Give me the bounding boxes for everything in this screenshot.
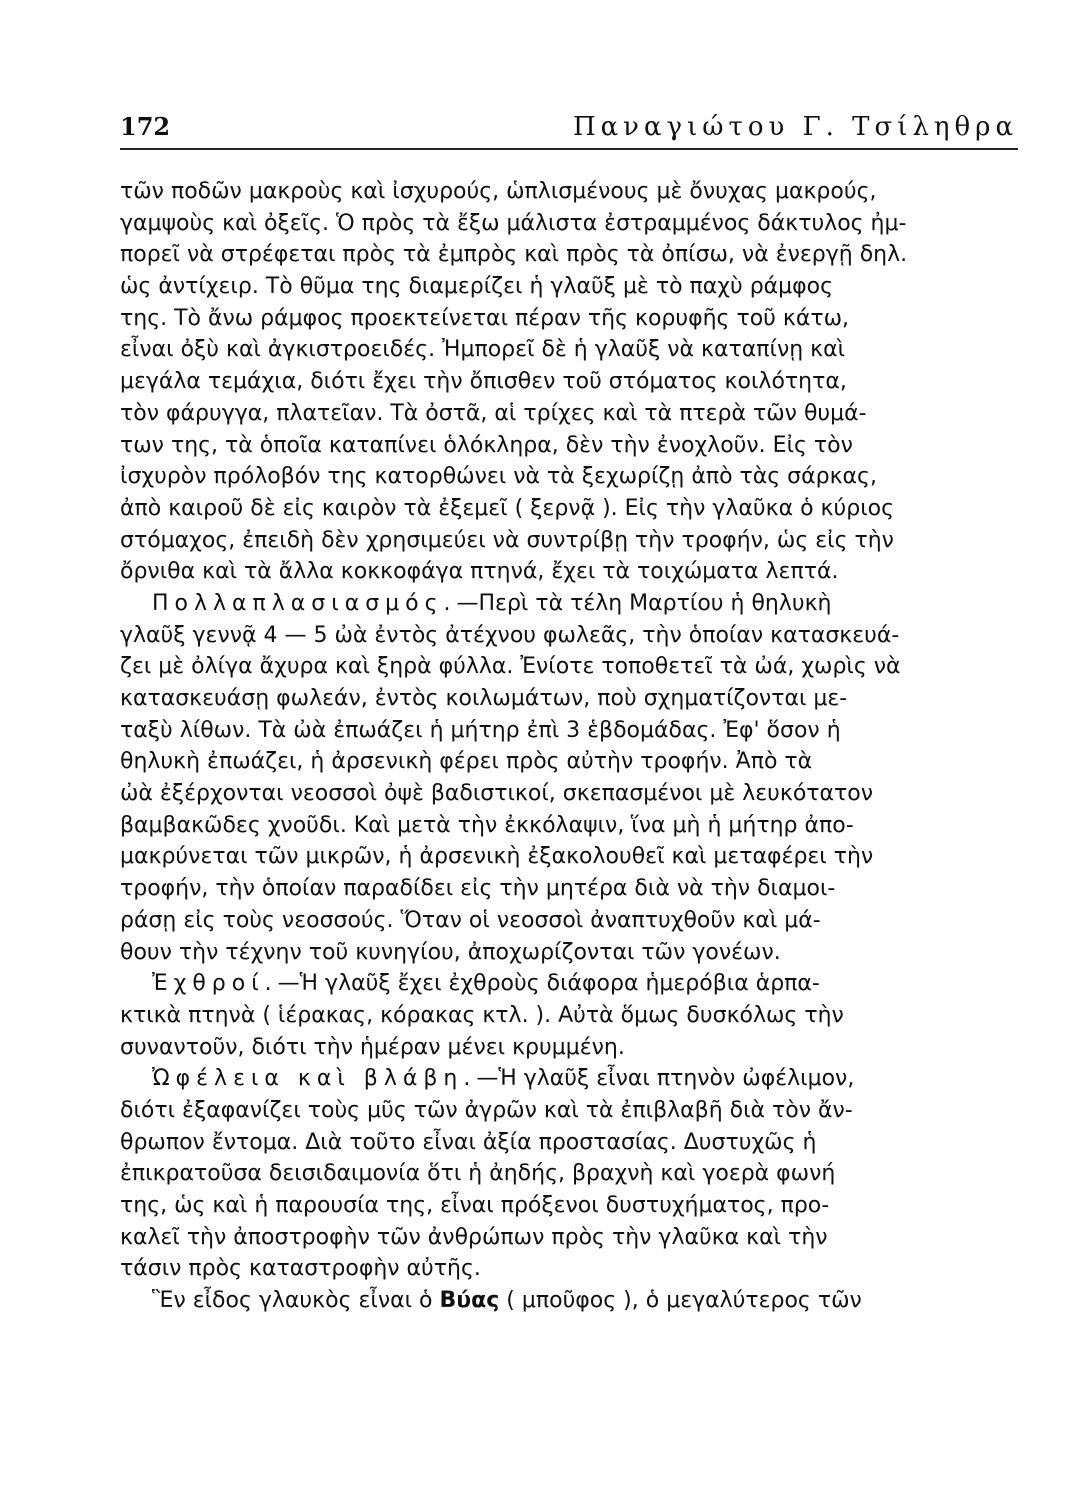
text-line: συναντοῦν, διότι τὴν ἡμέραν μένει κρυμμένη. — [120, 1034, 625, 1060]
running-head: Παναγιώτου Γ. Τσίληθρα — [572, 112, 1018, 142]
text-line: στόμαχος, ἐπειδὴ δὲν χρησιμεύει νὰ συντρίβῃ τὴν τροφήν, ὡς εἰς τὴν — [120, 527, 894, 553]
species-name: Βύας — [439, 1288, 500, 1314]
text-line: μεγάλα τεμάχια, διότι ἔχει τὴν ὄπισθεν τοῦ στόματος κοιλότητα, — [120, 369, 847, 395]
text-line: γαμψοὺς καὶ ὀξεῖς. Ὁ πρὸς τὰ ἔξω μάλιστα ἐστραμμένος δάκτυλος ἠμ- — [120, 210, 907, 236]
text-run: ( μποῦφος ), ὁ μεγαλύτερος τῶν — [499, 1288, 862, 1314]
text-line: βαμβακῶδες χνοῦδι. Καὶ μετὰ τὴν ἐκκόλαψιν, ἵνα μὴ ἡ μήτηρ ἀπο- — [120, 812, 854, 838]
text-line: κτικὰ πτηνὰ ( ἱέρακας, κόρακας κτλ. ). Αὐτὰ ὅμως δυσκόλως τὴν — [120, 1002, 844, 1028]
text-line: τροφήν, τὴν ὁποίαν παραδίδει εἰς τὴν μητέρα διὰ νὰ τὴν διαμοι- — [120, 876, 836, 902]
text-run: —Ἡ γλαῦξ εἶναι πτηνὸν ὠφέλιμον, — [476, 1066, 855, 1092]
text-line: τῶν ποδῶν μακροὺς καὶ ἰσχυρούς, ὡπλισμένους μὲ ὄνυχας μακρούς, — [120, 179, 877, 204]
text-line: ἀπὸ καιροῦ δὲ εἰς καιρὸν τὰ ἐξεμεῖ ( ξερνᾷ ). Εἰς τὴν γλαῦκα ὁ κύριος — [120, 495, 895, 521]
text-line: μακρύνεται τῶν μικρῶν, ἡ ἀρσενικὴ ἐξακολουθεῖ καὶ μεταφέρει τὴν — [120, 844, 874, 870]
text-line: εἶναι ὀξὺ καὶ ἀγκιστροειδές. Ἠμπορεῖ δὲ ἡ γλαῦξ νὰ καταπίνῃ καὶ — [120, 337, 846, 363]
text-line: τὸν φάρυγγα, πλατεῖαν. Τὰ ὀστᾶ, αἱ τρίχες καὶ τὰ πτερὰ τῶν θυμά- — [120, 400, 867, 426]
text-line: ράσῃ εἰς τοὺς νεοσσούς. Ὅταν οἱ νεοσσοὶ ἀναπτυχθοῦν καὶ μά- — [120, 907, 821, 933]
text-line: τάσιν πρὸς καταστροφὴν αὐτῆς. — [120, 1256, 481, 1282]
text-line: ὄρνιθα καὶ τὰ ἄλλα κοκκοφάγα πτηνά, ἔχει τὰ τοιχώματα λεπτά. — [120, 559, 839, 585]
text-run: —Περὶ τὰ τέλη Μαρτίου ἡ θηλυκὴ — [456, 590, 832, 616]
text-run: —Ἡ γλαῦξ ἔχει ἐχθροὺς διάφορα ἡμερόβια ἁρπα- — [277, 971, 820, 997]
body-text — [120, 176, 1018, 1317]
paragraph-first-line — [120, 1063, 1018, 1095]
text-line: ὠὰ ἐξέρχονται νεοσσοὶ ὀψὲ βαδιστικοί, σκεπασμένοι μὲ λευκότατον — [120, 781, 874, 807]
text-line: διότι ἐξαφανίζει τοὺς μῦς τῶν ἀγρῶν καὶ τὰ ἐπιβλαβῆ διὰ τὸν ἄν- — [120, 1097, 853, 1123]
text-line: των της, τὰ ὁποῖα καταπίνει ὁλόκληρα, δὲν τὴν ἐνοχλοῦν. Εἰς τὸν — [120, 432, 853, 458]
text-line: πορεῖ νὰ στρέφεται πρὸς τὰ ἐμπρὸς καὶ πρὸς τὰ ὀπίσω, νὰ ἐνεργῇ δηλ. — [120, 242, 908, 268]
text-line: ὡς ἀντίχειρ. Τὸ θῦμα της διαμερίζει ἡ γλαῦξ μὲ τὸ παχὺ ράμφος — [120, 274, 834, 300]
section-heading: Πολλαπλασιασμός. — [152, 590, 457, 616]
text-line: ἐπικρατοῦσα δεισιδαιμονία ὅτι ἡ ἀηδής, βραχνὴ καὶ γοερὰ φωνή — [120, 1161, 836, 1187]
text-line: θουν τὴν τέχνην τοῦ κυνηγίου, ἀποχωρίζονται τῶν γονέων. — [120, 939, 781, 965]
text-line: ζει μὲ ὀλίγα ἄχυρα καὶ ξηρὰ φύλλα. Ἐνίοτε τοποθετεῖ τὰ ὠά, χωρὶς νὰ — [120, 654, 901, 680]
section-heading: Ὠφέλεια καὶ βλάβη. — [152, 1066, 477, 1092]
text-line: γλαῦξ γεννᾷ 4 — 5 ὠὰ ἐντὸς ἀτέχνου φωλεᾶς, τὴν ὁποίαν κατασκευά- — [120, 622, 900, 648]
text-line: θηλυκὴ ἐπωάζει, ἡ ἀρσενικὴ φέρει πρὸς αὐτὴν τροφήν. Ἀπὸ τὰ — [120, 749, 813, 775]
text-line: ἰσχυρὸν πρόλοβόν της κατορθώνει νὰ τὰ ξεχωρίζῃ ἀπὸ τὰς σάρκας, — [120, 464, 877, 490]
paragraph-first-line — [120, 968, 1018, 1000]
text-line: της. Τὸ ἄνω ράμφος προεκτείνεται πέραν τῆς κορυφῆς τοῦ κάτω, — [120, 305, 850, 331]
section-heading: Ἐχθροί. — [152, 971, 278, 997]
page-number: 172 — [120, 112, 171, 141]
text-line: καλεῖ τὴν ἀποστροφὴν τῶν ἀνθρώπων πρὸς τὴν γλαῦκα καὶ τὴν — [120, 1224, 828, 1250]
text-line: θρωπον ἔντομα. Διὰ τοῦτο εἶναι ἀξία προστασίας. Δυστυχῶς ἡ — [120, 1129, 817, 1155]
text-line: της, ὡς καὶ ἡ παρουσία της, εἶναι πρόξενοι δυστυχήματος, προ- — [120, 1193, 830, 1218]
text-line: ταξὺ λίθων. Τὰ ὠὰ ἐπωάζει ἡ μήτηρ ἐπὶ 3 ἑβδομάδας. Ἐφ' ὅσον ἡ — [120, 717, 841, 743]
text-run: Ἓν εἶδος γλαυκὸς εἶναι ὁ — [152, 1288, 440, 1314]
paragraph-first-line — [120, 588, 1018, 620]
page-header — [120, 104, 1018, 150]
text-line: κατασκευάσῃ φωλεάν, ἐντὸς κοιλωμάτων, ποὺ σχηματίζονται με- — [120, 686, 848, 711]
paragraph-first-line — [120, 1285, 1018, 1317]
